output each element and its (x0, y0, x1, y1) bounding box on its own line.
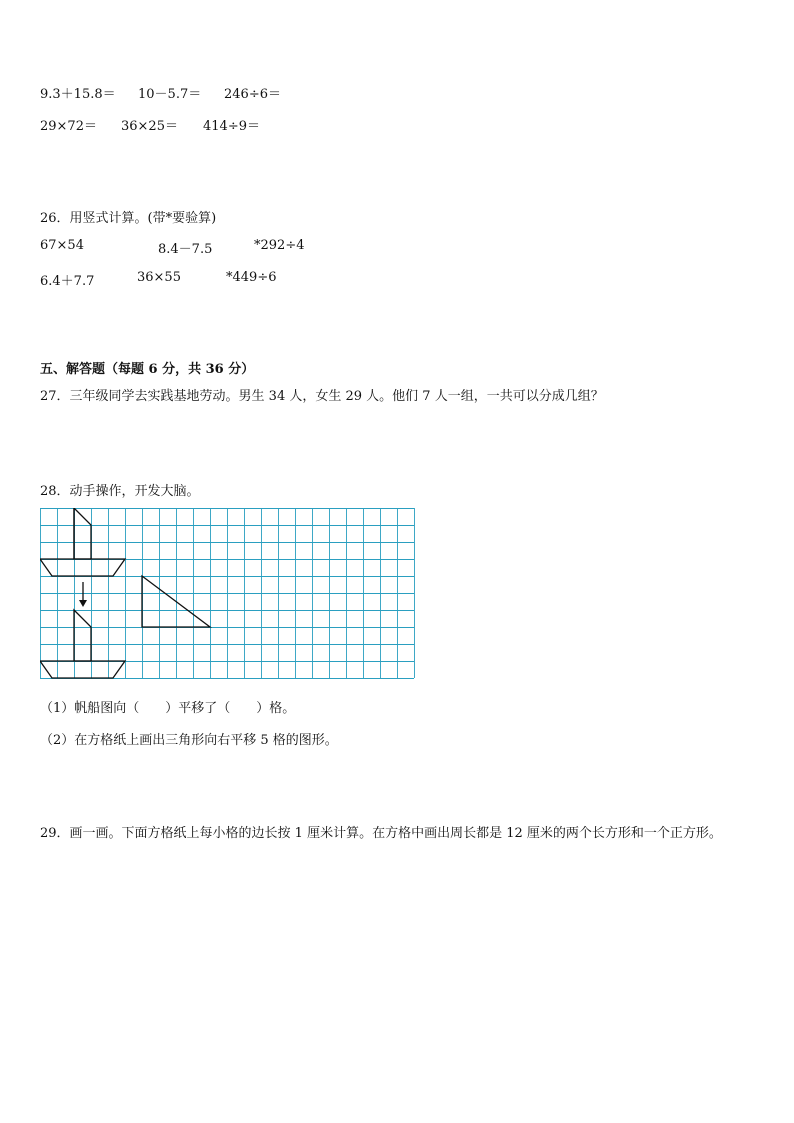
calc-item: 10－5.7＝ (138, 87, 202, 102)
q28-sub2: （2）在方格纸上画出三角形向右平移 5 格的图形。 (40, 733, 338, 748)
q26-item: 8.4－7.5 (158, 242, 213, 257)
calc-item: 36×25＝ (121, 119, 178, 134)
q26-item: *292÷4 (254, 238, 305, 253)
calc-item: 9.3＋15.8＝ (40, 87, 116, 102)
calc-item: 246÷6＝ (224, 87, 281, 102)
calc-item: 414÷9＝ (203, 119, 260, 134)
q26-item: 6.4＋7.7 (40, 274, 95, 289)
hull-bottom-1 (40, 661, 125, 678)
q28-title: 28．动手操作，开发大脑。 (40, 484, 200, 499)
q26-item: *449÷6 (226, 270, 277, 285)
q28-sub1: （1）帆船图向（ ）平移了（ ）格。 (40, 701, 296, 716)
q26-item: 36×55 (137, 270, 181, 285)
q27-text: 27．三年级同学去实践基地劳动。男生 34 人，女生 29 人。他们 7 人一组，一共可以分成几组？ (40, 389, 604, 404)
grid-paper (40, 508, 416, 679)
q26-item: 67×54 (40, 238, 84, 253)
q29-text: 29．画一画。下面方格纸上每小格的边长按 1 厘米计算。在方格中画出周长都是 12 厘米的两个长方形和一个正方形。 (40, 826, 722, 841)
section-title: 五、解答题（每题 6 分，共 36 分） (40, 362, 255, 377)
triangle (142, 576, 210, 627)
calc-item: 29×72＝ (40, 119, 97, 134)
sail-top-1 (74, 508, 91, 559)
grid-lines (40, 508, 415, 679)
q26-title: 26．用竖式计算。(带*要验算) (40, 211, 217, 226)
hull-top-1 (40, 559, 125, 576)
sail-bottom-1 (74, 610, 91, 661)
arrow-head-icon (79, 600, 87, 607)
